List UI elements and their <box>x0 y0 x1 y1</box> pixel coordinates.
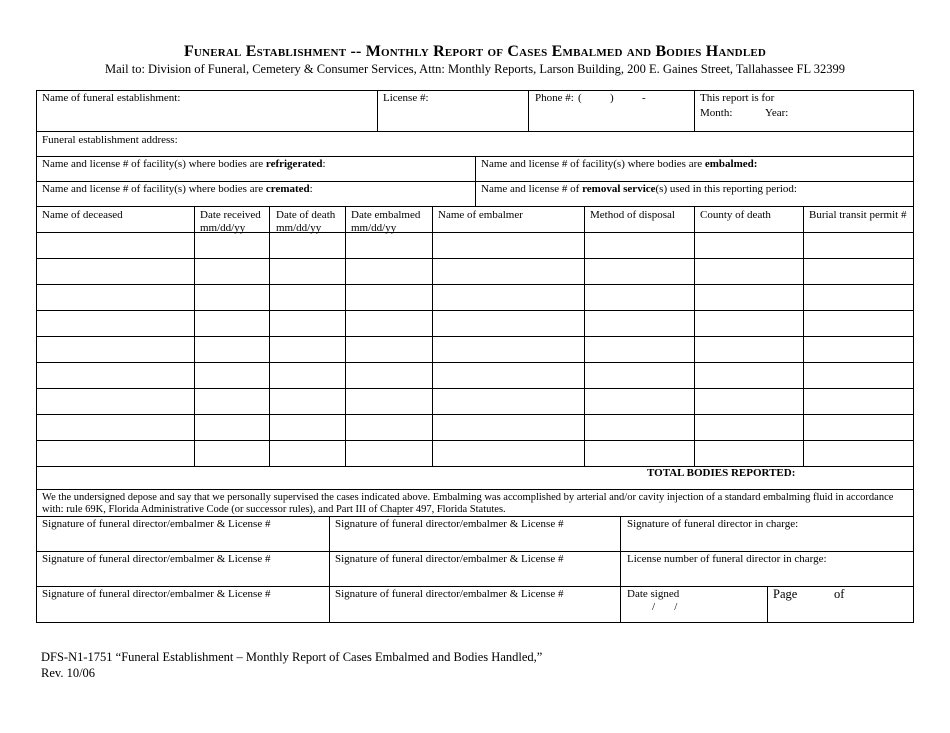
table-row[interactable] <box>36 258 914 259</box>
col-header-date-received: Date received mm/dd/yy <box>200 209 261 234</box>
page-of-label[interactable]: of <box>834 587 845 601</box>
year-field[interactable]: Year: <box>765 107 789 119</box>
total-bodies-reported[interactable]: TOTAL BODIES REPORTED: <box>647 467 796 479</box>
signature-embalmer-2[interactable]: Signature of funeral director/embalmer & License # <box>335 518 564 530</box>
col-header-burial-transit-permit: Burial transit permit # <box>809 209 907 221</box>
table-row[interactable] <box>36 284 914 285</box>
license-director-in-charge[interactable]: License number of funeral director in charge: <box>627 553 827 565</box>
declaration-text: We the undersigned depose and say that we personally supervised the cases indicated above. Embalming was accomplished by arterial and/or cavity injection of a standard embalming fluid in accordance with: rule 69K, Florida Administrative Code (or successor rules), and Part III of Chapter 497, Florida Statutes. <box>42 492 894 515</box>
form-title: Funeral Establishment -- Monthly Report of Cases Embalmed and Bodies Handled <box>183 43 767 60</box>
month-field[interactable]: Month: <box>700 107 733 119</box>
signature-embalmer-4[interactable]: Signature of funeral director/embalmer & License # <box>335 553 564 565</box>
phone-open-paren: ( <box>578 92 582 104</box>
phone-dash: - <box>642 92 646 104</box>
form-identifier: DFS-N1-1751 “Funeral Establishment – Monthly Report of Cases Embalmed and Bodies Handled,” <box>41 650 543 664</box>
report-for-label: This report is for <box>700 92 775 104</box>
date-signed-field[interactable]: Date signed <box>627 588 680 600</box>
form-revision: Rev. 10/06 <box>41 666 96 680</box>
cremated-facility-field[interactable]: Name and license # of facility(s) where bodies are cremated: <box>42 183 313 195</box>
phone-label[interactable]: Phone #: <box>535 92 574 104</box>
embalmed-facility-field[interactable]: Name and license # of facility(s) where bodies are embalmed: <box>481 158 758 170</box>
table-row[interactable] <box>36 362 914 363</box>
address-field[interactable]: Funeral establishment address: <box>42 134 178 146</box>
table-row[interactable] <box>36 388 914 389</box>
signature-director-in-charge[interactable]: Signature of funeral director in charge: <box>627 518 799 530</box>
signature-embalmer-5[interactable]: Signature of funeral director/embalmer & License # <box>42 588 271 600</box>
date-signed-slashes: / / <box>652 601 678 613</box>
removal-service-field[interactable]: Name and license # of removal service(s) used in this reporting period: <box>481 183 797 195</box>
col-header-date-embalmed: Date embalmed mm/dd/yy <box>351 209 421 234</box>
phone-close-paren: ) <box>610 92 614 104</box>
col-header-county-of-death: County of death <box>700 209 771 221</box>
col-header-name-of-embalmer: Name of embalmer <box>438 209 523 221</box>
page-number-label[interactable]: Page <box>773 587 798 601</box>
signature-embalmer-3[interactable]: Signature of funeral director/embalmer & License # <box>42 553 271 565</box>
table-row[interactable] <box>36 440 914 441</box>
col-header-name-of-deceased: Name of deceased <box>42 209 123 221</box>
table-row[interactable] <box>36 414 914 415</box>
table-row[interactable] <box>36 336 914 337</box>
license-field[interactable]: License #: <box>383 92 429 104</box>
col-header-date-of-death: Date of death mm/dd/yy <box>276 209 336 234</box>
refrigerated-facility-field[interactable]: Name and license # of facility(s) where bodies are refrigerated: <box>42 158 326 170</box>
mail-to-address: Mail to: Division of Funeral, Cemetery & Consumer Services, Attn: Monthly Reports, Larson Building, 200 E. Gaines Street, Tallahassee FL 32399 <box>104 62 845 76</box>
table-row[interactable] <box>36 310 914 311</box>
signature-embalmer-1[interactable]: Signature of funeral director/embalmer & License # <box>42 518 271 530</box>
col-header-method-of-disposal: Method of disposal <box>590 209 675 221</box>
signature-embalmer-6[interactable]: Signature of funeral director/embalmer & License # <box>335 588 564 600</box>
establishment-name-field[interactable]: Name of funeral establishment: <box>42 92 181 104</box>
table-row[interactable] <box>36 232 914 233</box>
